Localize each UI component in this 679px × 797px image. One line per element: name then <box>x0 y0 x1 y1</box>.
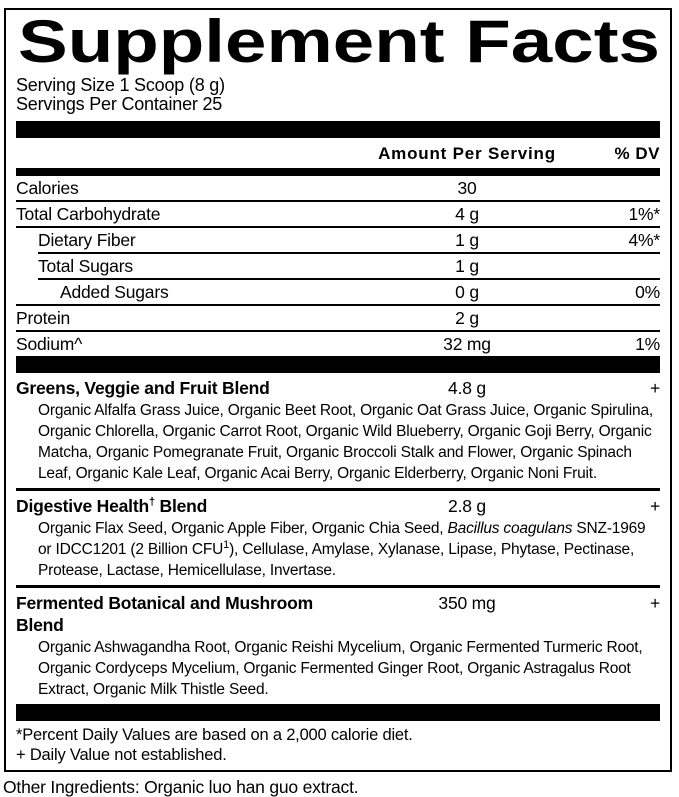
blend-dv: + <box>649 496 660 516</box>
blend-amount: 4.8 g <box>448 378 486 398</box>
blend-amount: 2.8 g <box>448 496 486 516</box>
cfu-superscript: 1 <box>223 538 230 551</box>
nutrient-amount: 30 <box>457 178 477 198</box>
nutrient-name: Dietary Fiber <box>38 230 136 250</box>
servings-per-container: Servings Per Container 25 <box>16 94 223 114</box>
serving-size: Serving Size 1 Scoop (8 g) <box>16 75 225 95</box>
supplement-facts-panel <box>4 8 672 772</box>
footnote-percent-dv: *Percent Daily Values are based on a 2,000 calorie diet. <box>16 726 413 744</box>
nutrient-amount: 1 g <box>455 256 479 276</box>
nutrient-amount: 32 mg <box>443 334 491 354</box>
blend-name: Greens, Veggie and Fruit Blend <box>16 378 270 398</box>
blend-section-digestive <box>16 491 660 585</box>
amount-per-serving-header: Amount Per Serving <box>378 144 556 163</box>
other-ingredients: Other Ingredients: Organic luo han guo extract. <box>3 777 359 797</box>
nutrient-dv: 4%* <box>628 230 660 250</box>
blend-dv: + <box>649 593 660 613</box>
nutrient-row-sodium <box>16 332 660 356</box>
divider-bar-heavy-bottom <box>16 704 660 721</box>
nutrient-row-protein <box>16 306 660 330</box>
ingredients-text: SNZ-1969 or IDCC1201 (2 Billion CFU <box>38 520 646 558</box>
blend-section-fermented <box>16 588 660 704</box>
nutrient-name: Added Sugars <box>60 282 169 302</box>
supplement-facts-title-graphic <box>18 14 662 76</box>
nutrient-dv: 0% <box>635 282 660 302</box>
table-header-row <box>16 138 660 168</box>
nutrient-name: Total Sugars <box>38 256 133 276</box>
nutrient-amount: 0 g <box>455 282 479 302</box>
nutrient-row-added-sugars <box>16 280 660 304</box>
blend-header-row <box>16 592 660 636</box>
ingredients-text: ), Cellulase, Amylase, Xylanase, Lipase, Phytase, Pectinase, Protease, Lactase, Hemicellulase, Invertase. <box>38 541 635 579</box>
nutrient-row-total-carbohydrate <box>16 202 660 226</box>
nutrient-name: Protein <box>16 308 71 328</box>
nutrient-amount: 4 g <box>455 204 479 224</box>
divider-bar-heavy-top <box>16 121 660 138</box>
blend-section-greens <box>16 373 660 488</box>
nutrient-dv: 1% <box>635 334 660 354</box>
blend-name-rest: Blend <box>154 496 208 516</box>
blend-ingredients <box>38 518 658 581</box>
blend-ingredients: Organic Alfalfa Grass Juice, Organic Beet Root, Organic Oat Grass Juice, Organic Spirulina, Organic Chlorella, Organic Carrot Root, Organic Wild Blueberry, Organic Goji Berry, Organic Matcha, Organic Pomegranate Fruit, Organic Broccoli Stalk and Flower, Organic Spinach Leaf, Organic Kale Leaf, Organic Acai Berry, Organic Elderberry, Organic Noni Fruit. <box>38 402 653 482</box>
footnote-not-established: + Daily Value not established. <box>16 746 227 764</box>
divider-bar-heavy-middle <box>16 356 660 373</box>
ingredients-species-italic: Bacillus coagulans <box>447 520 573 537</box>
blend-name-main: Digestive Health <box>16 496 149 516</box>
percent-dv-header: % DV <box>614 144 660 163</box>
nutrient-row-calories <box>16 176 660 200</box>
blend-name <box>16 495 352 517</box>
blend-header-row <box>16 377 660 399</box>
nutrient-amount: 1 g <box>455 230 479 250</box>
nutrient-row-total-sugars <box>16 254 660 278</box>
nutrient-name: Calories <box>16 178 79 198</box>
nutrient-dv: 1%* <box>628 204 660 224</box>
nutrient-name: Total Carbohydrate <box>16 204 161 224</box>
blend-dv: + <box>649 378 660 398</box>
divider-bar-under-header <box>16 168 660 176</box>
blend-ingredients: Organic Ashwagandha Root, Organic Reishi Mycelium, Organic Fermented Turmeric Root, Organic Cordyceps Mycelium, Organic Fermented Ginger Root, Organic Astragalus Root Extract, Organic Milk Thistle Seed. <box>38 639 643 698</box>
nutrient-row-dietary-fiber <box>16 228 660 252</box>
nutrient-amount: 2 g <box>455 308 479 328</box>
blend-amount: 350 mg <box>438 593 496 613</box>
blend-header-row <box>16 495 660 517</box>
ingredients-text: Organic Flax Seed, Organic Apple Fiber, Organic Chia Seed, <box>38 520 448 537</box>
blend-name: Fermented Botanical and Mushroom Blend <box>16 593 313 635</box>
footnotes <box>16 721 660 770</box>
supplement-facts-title: Supplement Facts <box>18 14 660 75</box>
dagger-marker: † <box>148 496 155 509</box>
nutrient-name: Sodium^ <box>16 334 83 354</box>
